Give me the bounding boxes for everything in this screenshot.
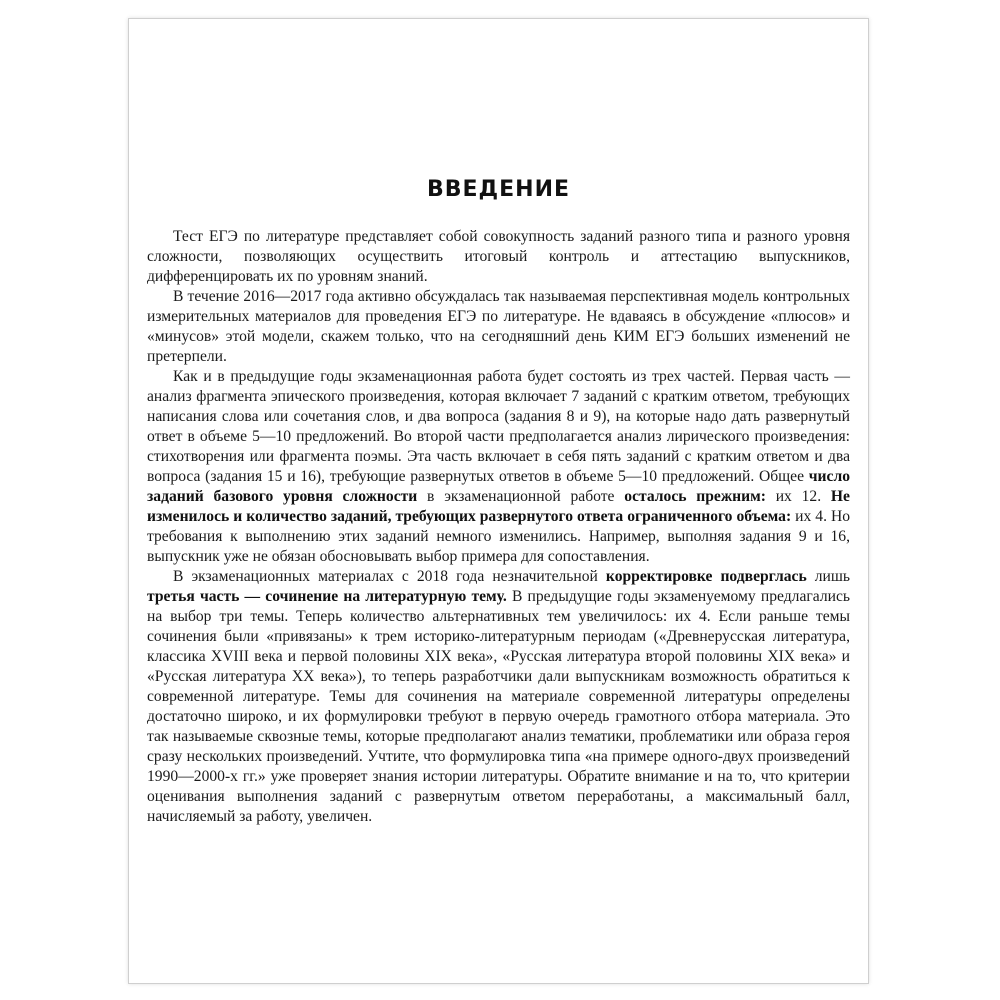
text-run: В течение 2016—2017 года активно обсуждалась так называемая перспективная модель контрольных измерительных материалов для проведения ЕГЭ по литературе. Не вдаваясь в обсуждение «плюсов» и «минусов» этой модели, скажем только, что на сегодняшний день КИМ ЕГЭ больших изменений не претерпели.	[147, 288, 850, 365]
page-title: ВВЕДЕНИЕ	[426, 177, 571, 202]
text-run: Как и в предыдущие годы экзаменационная работа будет состоять из трех частей. Первая часть — анализ фрагмента эпического произведения, которая включает 7 заданий с кратким ответом, требующих написания слова или сочетания слов, и два вопроса (задания 8 и 9), на которые надо дать развернутый ответ в объеме 5—10 предложений. Во второй части предполагается анализ лирического произведения: стихотворения или фрагмента поэмы. Эта часть включает в себя пять заданий с кратким ответом и два вопроса (задания 15 и 16), требующие развернутых ответов в объеме 5—10 предложений. Общее	[147, 368, 850, 485]
text-run: их 12.	[765, 488, 831, 505]
page-body	[147, 227, 850, 827]
bold-text: число заданий базового уровня сложности	[147, 468, 850, 505]
paragraph	[147, 227, 850, 287]
text-run: лишь	[806, 568, 850, 585]
text-run: в экзаменационной работе	[417, 488, 625, 505]
text-run: Тест ЕГЭ по литературе представляет собой совокупность заданий разного типа и разного уровня сложности, позволяющих осуществить итоговый контроль и аттестацию выпускников, дифференцировать их по уровням знаний.	[147, 228, 850, 285]
bold-text: третья часть — сочинение на литературную тему.	[147, 588, 507, 605]
paragraph	[147, 567, 850, 827]
paragraph	[147, 367, 850, 567]
book-page	[128, 18, 869, 984]
bold-text: корректировке подверглась	[605, 568, 807, 585]
bold-text: осталось прежним:	[624, 488, 766, 505]
text-run: В предыдущие годы экзаменуемому предлагались на выбор три темы. Теперь количество альтернативных тем увеличилось: их 4. Если раньше темы сочинения были «привязаны» к трем историко-литературным периодам («Древнерусская литература, классика XVIII века и первой половины XIX века», «Русская литература второй половины XIX века» и «Русская литература XX века»), то теперь разработчики дали выпускникам возможность обратиться к современной литературе. Темы для сочинения на материале современной литературы определены достаточно широко, и их формулировки требуют в первую очередь грамотного отбора материала. Это так называемые сквозные темы, которые предполагают анализ тематики, проблематики или образа героя сразу нескольких произведений. Учтите, что формулировка типа «на примере одного-двух произведений 1990—2000-х гг.» уже проверяет знания истории литературы. Обратите внимание и на то, что критерии оценивания выполнения заданий с развернутым ответом переработаны, а максимальный балл, начисляемый за работу, увеличен.	[147, 588, 850, 825]
text-run: В экзаменационных материалах с 2018 года незначительной	[173, 568, 606, 585]
text-run: их 4. Но требования к выполнению этих заданий немного изменились. Например, выполняя задания 9 и 16, выпускник уже не обязан обосновывать выбор примера для сопоставления.	[147, 508, 851, 565]
bold-text: Не изменилось и количество заданий, требующих развернутого ответа ограниченного объема:	[147, 488, 850, 525]
paragraph	[147, 287, 850, 367]
